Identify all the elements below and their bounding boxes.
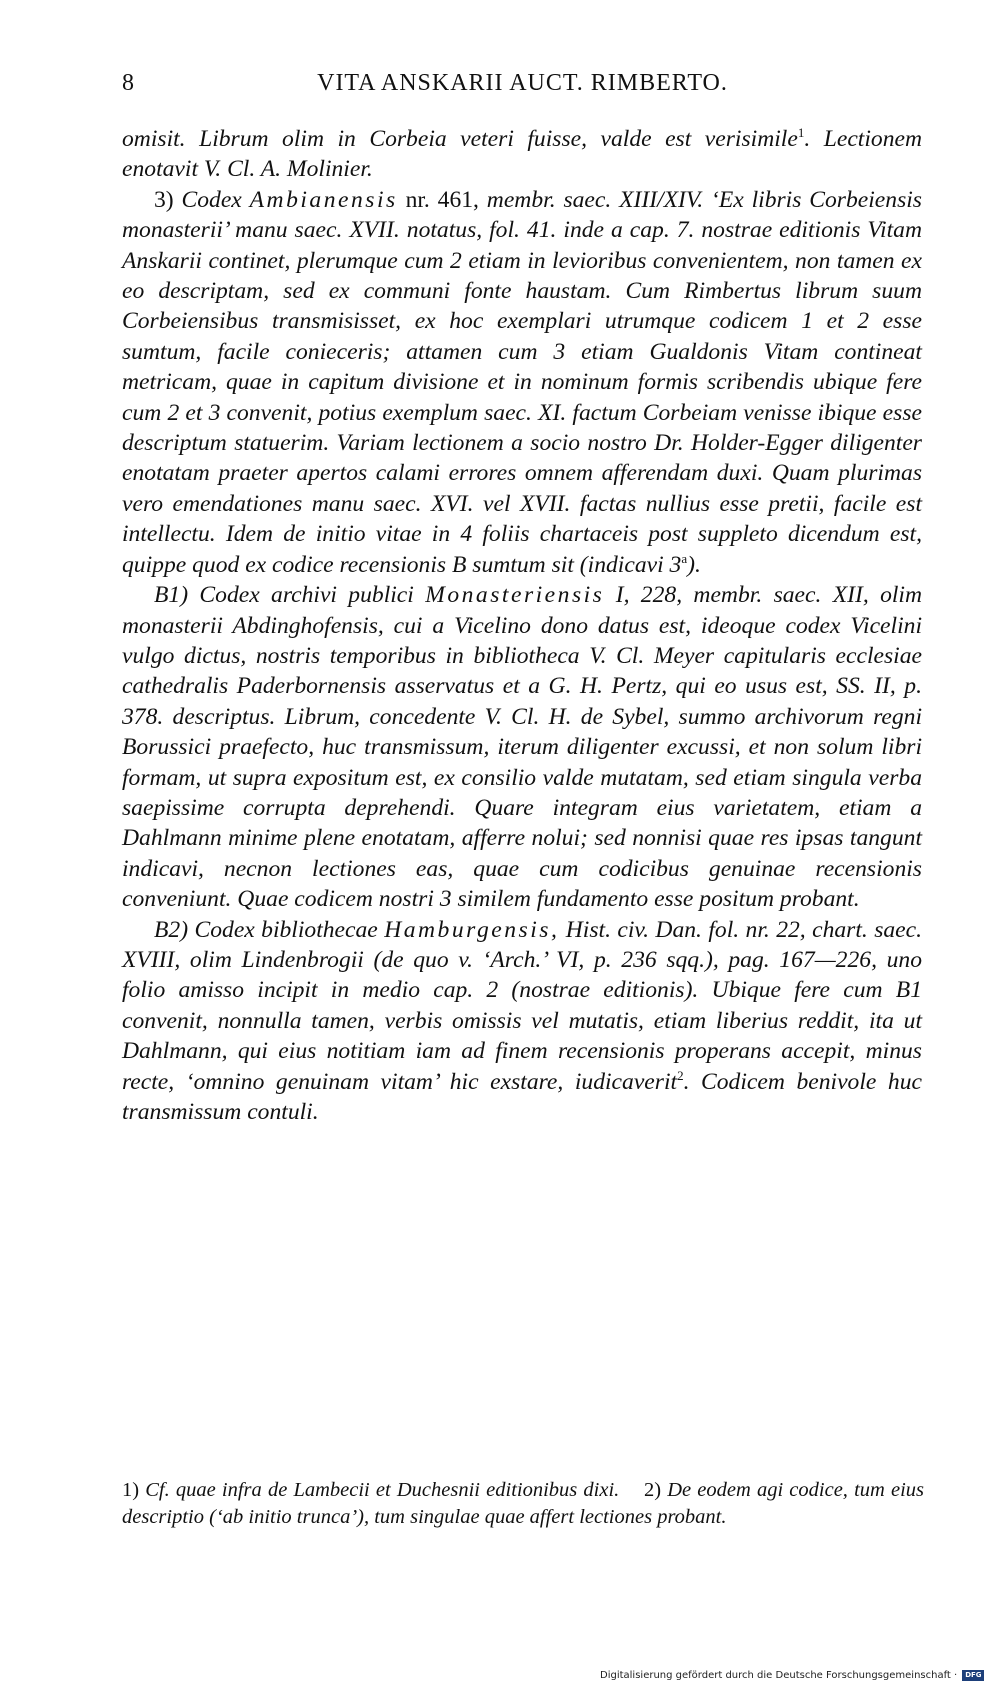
footnote-ref-1: 1 (797, 125, 805, 141)
main-text (122, 124, 922, 1127)
codex-label: B2) (154, 916, 189, 943)
running-head (120, 66, 925, 100)
footnote-1-label: 1) (122, 1479, 140, 1501)
codex-name: Hamburgensis, (384, 916, 560, 943)
footnote-2-label: 2) (643, 1479, 662, 1501)
superscript-a: a (681, 550, 688, 566)
paragraph-codex-b2: B2) Codex bibliothecae Hamburgensis, Hist. civ. Dan. fol. nr. 22, chart. saec. XVIII, olim Lindenbrogii (de quo v. ‘Arch.’ VI, p. 236 sqq.), pag. 167—226, uno folio amisso incipit in medio cap. 2 (nostrae editionis). Ubique fere cum B1 convenit, nonnulla tamen, verbis omissis vel mutatis, etiam liberius reddit, ita ut Dahlmann, qui eius notitiam iam ad finem recensionis properans accepit, minus recte, ‘omnino genuinam vitam’ hic exstare, iudicaverit$^2$. Codicem benivole huc transmissum contuli. (122, 916, 923, 1125)
footnote-ref-2: 2 (677, 1067, 684, 1083)
footnote-text (122, 1477, 924, 1530)
digitization-credit: Digitalisierung gefördert durch die Deutsche Forschungsgemeinschaft · DFG (600, 1669, 988, 1683)
paragraph-codex-3: 3) Codex Ambianensis nr. 461, membr. saec. XIII/XIV. ‘Ex libris Corbeiensis monasterii’ manu saec. XVII. notatus, fol. 41. inde a cap. 7. nostrae editionis Vitam Anskarii continet, plerumque cum 2 etiam in levioribus convenientem, non tamen ex eo descriptam, sed ex communi fonte haustam. Cum Rimbertus librum suum Corbeiensibus transmisisset, ex hoc exemplari utrumque codicem 1 et 2 esse sumtum, facile conieceris; attamen cum 3 etiam Gualdonis Vitam contineat metricam, quae in capitum divisione et in nominum formis scribendis ubique fere cum 2 et 3 convenit, potius exemplum saec. XI. factum Corbeiam venisse ibique esse descriptum statuerim. Variam lectionem a socio nostro Dr. Holder-Egger diligenter enotatam praeter apertos calami errores omnem afferendam duxi. Quam plurimas vero emendationes manu saec. XVI. vel XVII. factas nullius esse pretii, facile est intellectu. Idem de initio vitae in 4 foliis chartaceis post suppleto dicendum est, quippe quod ex codice recensionis B sumtum sit (indicavi 3$^a$). (122, 186, 922, 578)
footnotes (122, 1477, 924, 1530)
page-number: 8 (122, 70, 135, 96)
paragraph-codex-b1: B1) Codex archivi publici Monasteriensis I, 228, membr. saec. XII, olim monasterii Abdinghofensis, cui a Vicelino dono datus est, ideoque codex Vicelini vulgo dictus, nostris temporibus in bibliotheca V. Cl. Meyer capitularis ecclesiae cathedralis Paderbornensis asservatus et a G. H. Pertz, qui eo usus est, SS. II, p. 378. descriptus. Librum, concedente V. Cl. H. de Sybel, summo archivorum regni Borussici praefecto, huc transmissum, iterum diligenter excussi, et non solum libri formam, ut supra expositum est, ex consilio valde mutatam, sed etiam singula verba saepissime corrupta deprehendi. Quare integram eius varietatem, etiam a Dahlmann minime plene enotatam, afferre nolui; sed nonnisi quae res ipsas tangunt indicavi, necnon lectiones eas, quae cum codicibus genuinae recensionis conveniunt. Quae codicem nostri 3 similem fundamento esse positum probant. (122, 582, 923, 913)
paragraph-continuation: omisit. Librum olim in Corbeia veteri fuisse, valde est verisimile$^1$. Lectionem enotavit V. Cl. A. Molinier. (122, 125, 922, 183)
dfg-logo-icon: DFG (962, 1670, 984, 1681)
footnote-1: Cf. quae infra de Lambecii et Duchesnii editionibus dixi. (145, 1479, 620, 1501)
running-title: VITA ANSKARII AUCT. RIMBERTO. (317, 70, 728, 96)
footnote-2: De eodem agi codice, tum eius descriptio (‘ab initio trunca’), tum singulae quae affert lectiones probant. (122, 1479, 925, 1528)
codex-label: B1) (154, 582, 189, 609)
codex-name: Monasteriensis (425, 582, 605, 609)
codex-label: 3) (154, 186, 174, 213)
codex-name: Ambianensis (249, 186, 398, 213)
